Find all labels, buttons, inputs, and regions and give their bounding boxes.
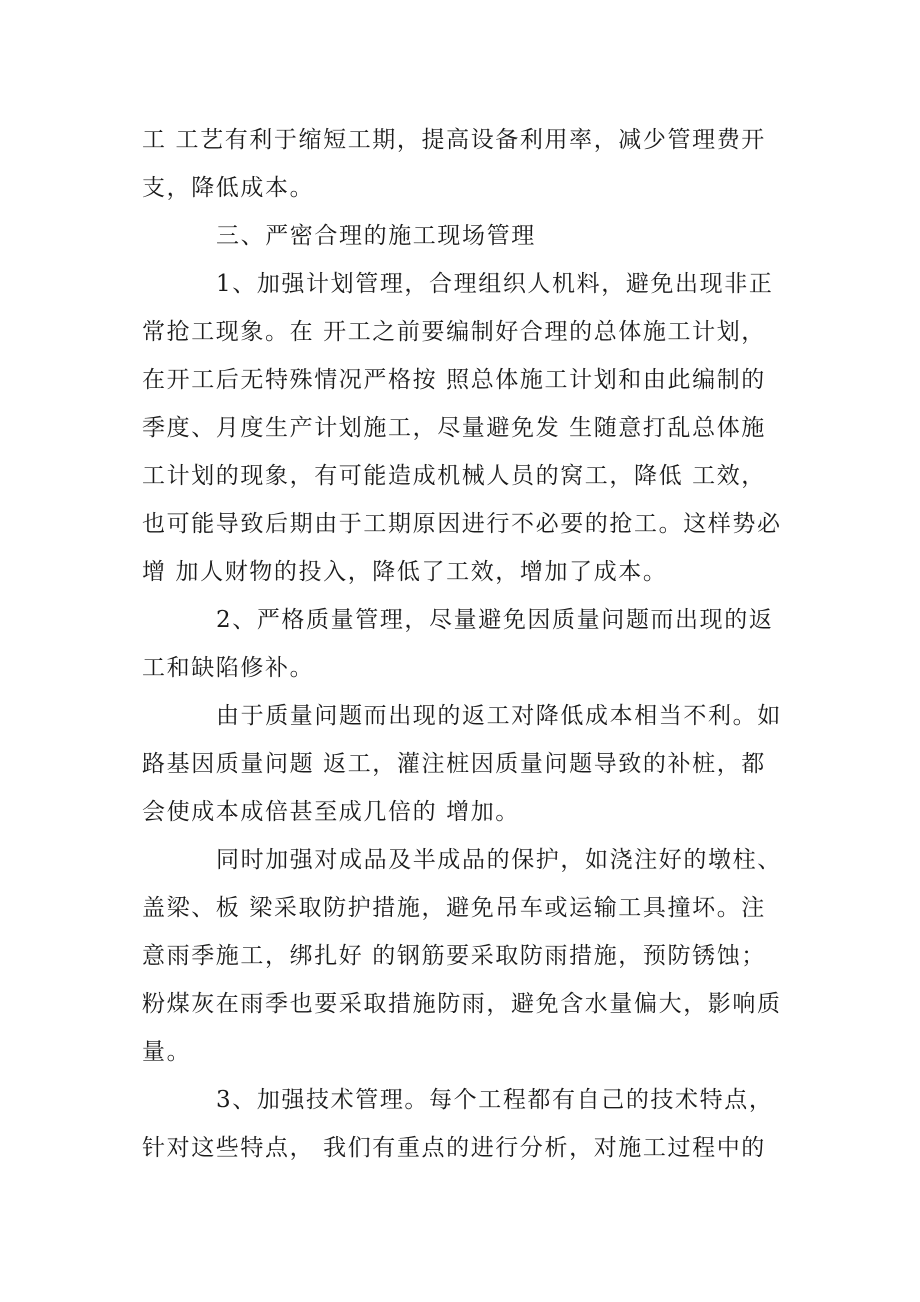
text-line: 3、加强技术管理。每个工程都有自己的技术特点， (216, 1087, 774, 1113)
text-line: 粉煤灰在雨季也要采取措施防雨，避免含水量偏大，影响质 (142, 991, 782, 1017)
text-line: 工 工艺有利于缩短工期，提高设备利用率，减少管理费开 (142, 127, 766, 153)
text-line: 会使成本成倍甚至成几倍的 增加。 (142, 799, 520, 825)
document-body (142, 116, 782, 1172)
text-line: 盖梁、板 梁采取防护措施，避免吊车或运输工具撞坏。注 (142, 895, 766, 921)
text-line: 工和缺陷修补。 (142, 655, 315, 681)
text-line: 由于质量问题而出现的返工对降低成本相当不利。如 (216, 703, 782, 729)
text-line: 常抢工现象。在 开工之前要编制好合理的总体施工计划， (142, 319, 766, 345)
section-heading: 三、严密合理的施工现场管理 (216, 223, 536, 249)
text-line: 量。 (142, 1039, 192, 1065)
text-line: 意雨季施工，绑扎好 的钢筋要采取防雨措施，预防锈蚀； (142, 943, 766, 969)
text-line: 支，降低成本。 (142, 175, 315, 201)
text-line: 路基因质量问题 返工，灌注桩因质量问题导致的补桩，都 (142, 751, 766, 777)
text-line: 针对这些特点， 我们有重点的进行分析，对施工过程中的 (142, 1135, 766, 1161)
text-line: 工计划的现象，有可能造成机械人员的窝工，降低 工效， (142, 463, 766, 489)
text-line: 也可能导致后期由于工期原因进行不必要的抢工。这样势必 (142, 511, 782, 537)
text-line: 同时加强对成品及半成品的保护，如浇注好的墩柱、 (216, 847, 782, 873)
text-line: 2、严格质量管理，尽量避免因质量问题而出现的返 (216, 607, 774, 633)
text-line: 增 加人财物的投入，降低了工效，增加了成本。 (142, 559, 668, 585)
text-line: 在开工后无特殊情况严格按 照总体施工计划和由此编制的 (142, 367, 766, 393)
text-line: 1、加强计划管理，合理组织人机料，避免出现非正 (216, 271, 774, 297)
text-line: 季度、月度生产计划施工，尽量避免发 生随意打乱总体施 (142, 415, 766, 441)
